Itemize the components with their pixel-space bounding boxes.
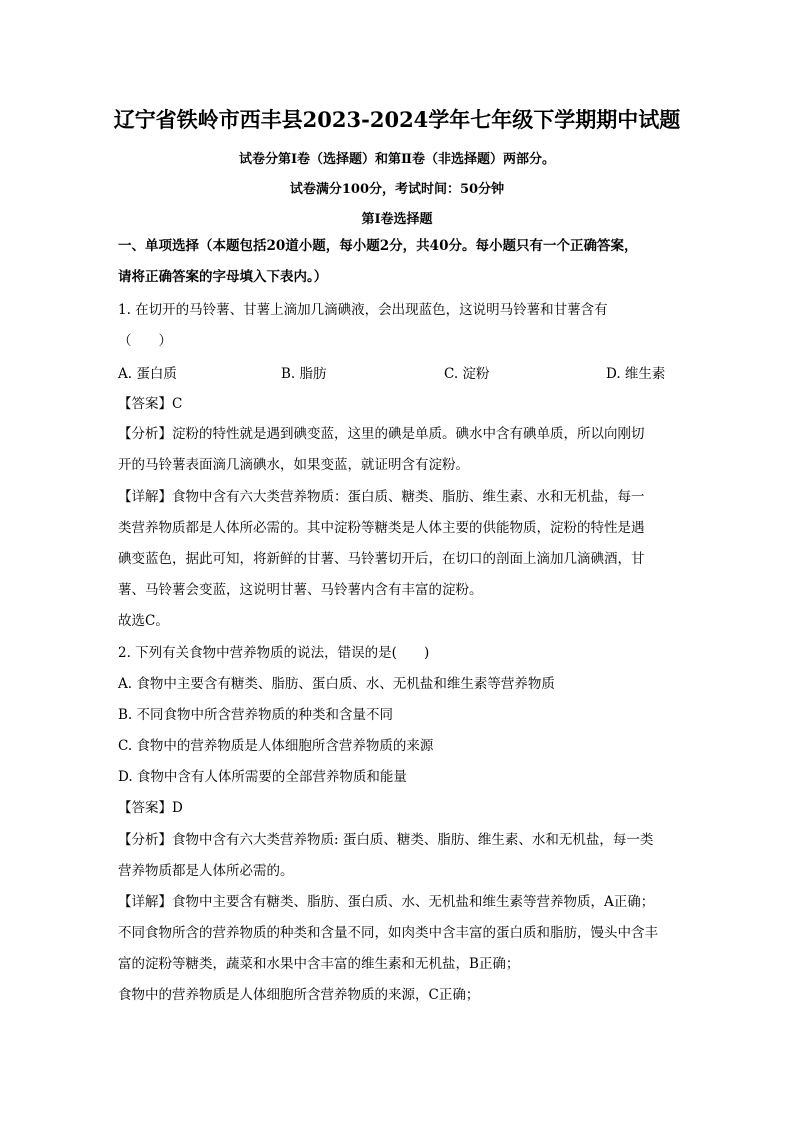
q2-option-b: B. 不同食物中所含营养物质的种类和含量不同 bbox=[118, 707, 394, 723]
q1-analysis-line-1: 【分析】淀粉的特性就是遇到碘变蓝，这里的碘是单质。碘水中含有碘单质，所以向刚切 bbox=[118, 426, 645, 442]
q1-option-a: A. 蛋白质 bbox=[118, 366, 177, 382]
q2-stem: 2. 下列有关食物中营养物质的说法，错误的是( ) bbox=[118, 645, 430, 661]
q1-detail-line-4: 薯、马铃薯会变蓝，这说明甘薯、马铃薯内含有丰富的淀粉。 bbox=[118, 582, 483, 598]
q2-analysis-line-1: 【分析】食物中含有六大类营养物质: 蛋白质、糖类、脂肪、维生素、水和无机盐，每一类 bbox=[118, 832, 654, 848]
q1-answer: 【答案】C bbox=[118, 396, 183, 412]
q1-detail-line-2: 类营养物质都是人体所必需的。其中淀粉等糖类是人体主要的供能物质，淀粉的特性是遇 bbox=[118, 520, 645, 536]
q1-option-d: D. 维生素 bbox=[606, 366, 666, 382]
q2-answer: 【答案】D bbox=[118, 800, 183, 816]
q1-stem-line-2: （ ） bbox=[118, 333, 172, 349]
q1-stem-line-1: 1. 在切开的马铃薯、甘薯上滴加几滴碘液，会出现蓝色，这说明马铃薯和甘薯含有 bbox=[118, 302, 608, 318]
q1-analysis-line-2: 开的马铃薯表面滴几滴碘水，如果变蓝，就证明含有淀粉。 bbox=[118, 457, 469, 473]
q2-option-c: C. 食物中的营养物质是人体细胞所含营养物质的来源 bbox=[118, 738, 434, 754]
q2-detail-line-2: 不同食物所含的营养物质的种类和含量不同，如肉类中含丰富的蛋白质和脂肪，馒头中含丰 bbox=[118, 925, 658, 941]
q2-detail-line-1: 【详解】食物中主要含有糖类、脂肪、蛋白质、水、无机盐和维生素等营养物质，A正确； bbox=[118, 894, 655, 910]
part-heading-line-2: 请将正确答案的字母填入下表内。） bbox=[118, 269, 328, 285]
q1-option-c: C. 淀粉 bbox=[444, 366, 490, 382]
q2-option-a: A. 食物中主要含有糖类、脂肪、蛋白质、水、无机盐和维生素等营养物质 bbox=[118, 676, 555, 692]
q1-options bbox=[118, 362, 688, 382]
document-title: 辽宁省铁岭市西丰县2023-2024学年七年级下学期期中试题 bbox=[113, 107, 681, 132]
part-heading-line-1: 一、单项选择（本题包括20道小题，每小题2分，共40分。每小题只有一个正确答案， bbox=[118, 238, 638, 254]
intro-line-1: 试卷分第Ⅰ卷（选择题）和第Ⅱ卷（非选择题）两部分。 bbox=[238, 152, 556, 167]
q2-option-d: D. 食物中含有人体所需要的全部营养物质和能量 bbox=[118, 769, 407, 785]
q2-detail-line-4: 食物中的营养物质是人体细胞所含营养物质的来源，C正确； bbox=[118, 987, 480, 1003]
q1-detail-line-3: 碘变蓝色，据此可知，将新鲜的甘薯、马铃薯切开后，在切口的剖面上滴加几滴碘酒，甘 bbox=[118, 551, 645, 567]
q2-analysis-line-2: 营养物质都是人体所必需的。 bbox=[118, 863, 294, 879]
section-title: 第Ⅰ卷选择题 bbox=[361, 212, 433, 227]
q1-option-b: B. 脂肪 bbox=[281, 366, 327, 382]
q1-conclusion: 故选C。 bbox=[118, 613, 169, 629]
q1-detail-line-1: 【详解】食物中含有六大类营养物质：蛋白质、糖类、脂肪、维生素、水和无机盐，每一 bbox=[118, 489, 645, 505]
q2-detail-line-3: 富的淀粉等糖类，蔬菜和水果中含丰富的维生素和无机盐，B正确； bbox=[118, 956, 520, 972]
intro-line-2: 试卷满分100分，考试时间：50分钟 bbox=[289, 182, 505, 197]
